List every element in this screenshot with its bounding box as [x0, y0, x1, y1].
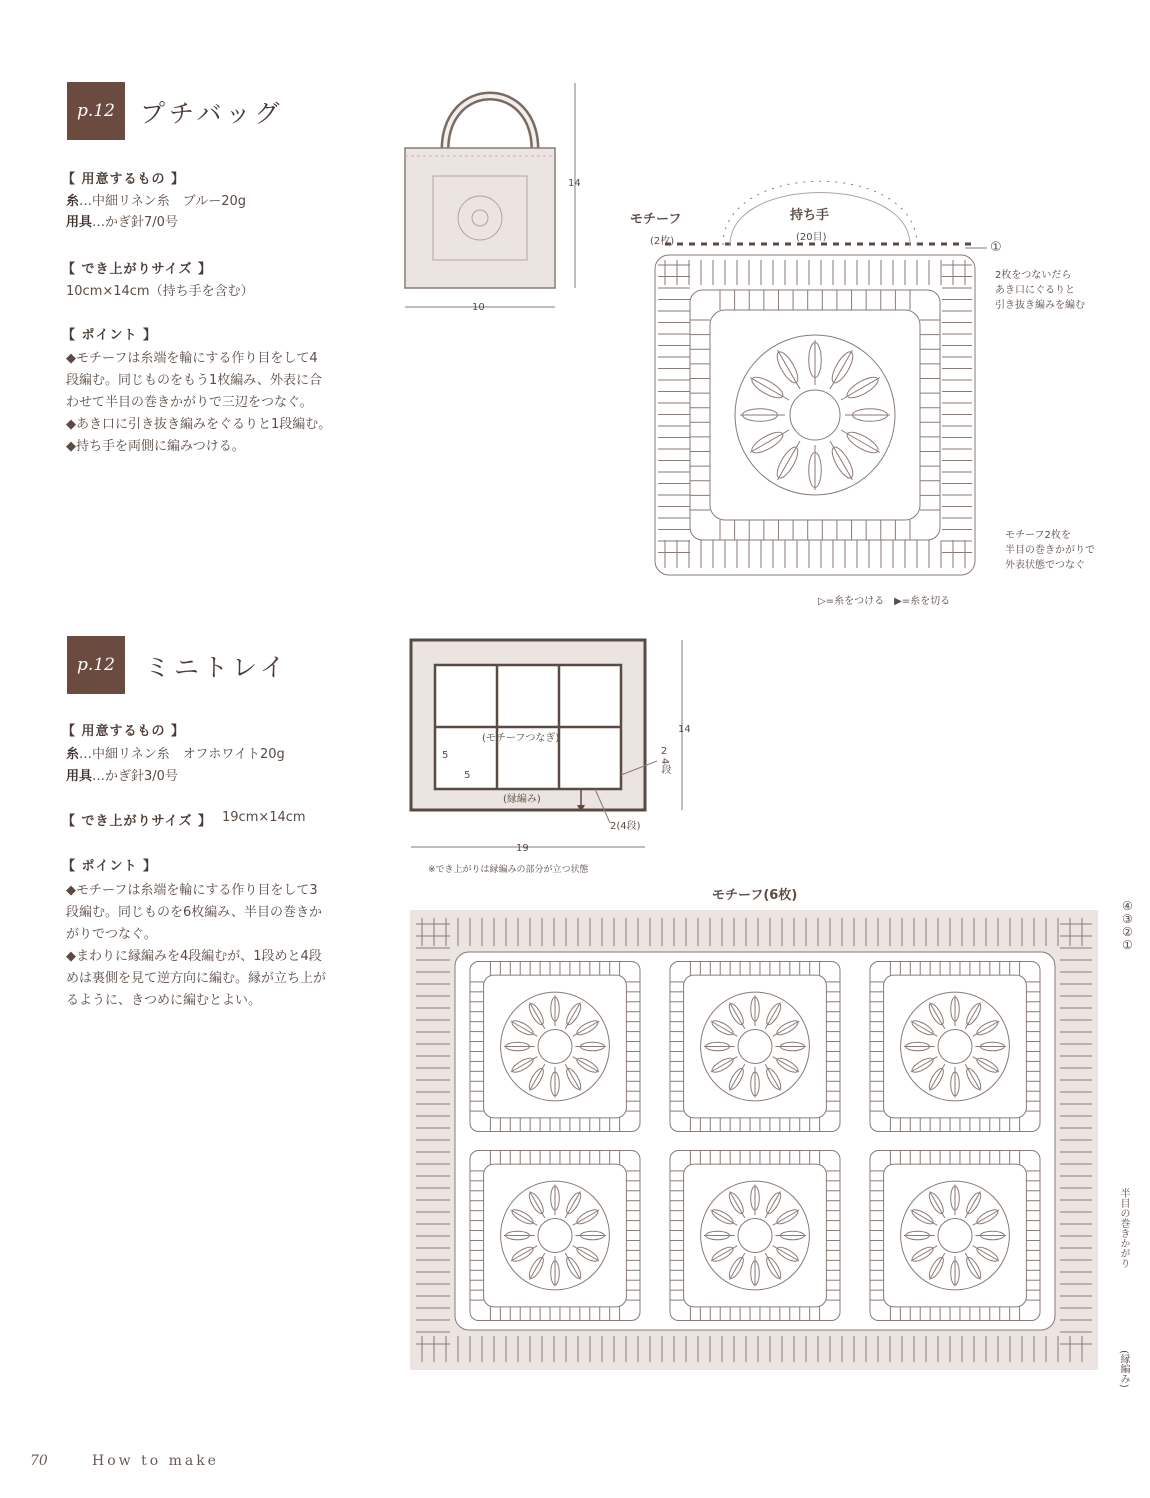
petal-stitch [830, 441, 853, 480]
materials-header: 【 用意するもの 】 [62, 724, 186, 739]
page-number: 70 [30, 1453, 48, 1469]
tray-edge-label: (縁編み) [503, 794, 541, 805]
petal-stitch [830, 350, 853, 389]
petal-stitch [778, 441, 801, 480]
motif-border [655, 255, 975, 575]
point-line: 段編む。同じものをもう1枚編み、外表に合 [66, 373, 323, 388]
petal-stitch [841, 378, 880, 401]
motif-outline [690, 290, 940, 540]
cell-height-label: 5 [442, 750, 449, 761]
handle-label: 持ち手 [790, 208, 830, 223]
point-line: 段編む。同じものを6枚編み、半目の巻きか [66, 905, 323, 920]
point-line: ◆まわりに縁編みを4段編むが、1段めと4段 [66, 949, 322, 964]
tray-inner-label: (モチーフつなぎ) [482, 733, 560, 744]
motif-center [790, 390, 840, 440]
size-header: 【 でき上がりサイズ 】 [62, 262, 213, 277]
size-header: 【 でき上がりサイズ 】 [62, 814, 213, 829]
point-line: ◆モチーフは糸端を輪にする作り目をして3 [66, 883, 318, 898]
material-tool: 用具…かぎ針7/0号 [66, 215, 178, 230]
round-one-mark: ① [990, 240, 1002, 255]
round-marks: ④ ③ ② ① [1122, 899, 1133, 952]
tray-motif-label: モチーフ(6枚) [712, 888, 798, 903]
bottom-edge-label: 2(4段) [610, 821, 641, 832]
point-line: ◆あき口に引き抜き編みをぐるりと1段編む。 [66, 417, 332, 432]
section-title: ミニトレイ [145, 653, 289, 682]
footer-title: How to make [92, 1453, 219, 1469]
section-title: プチバッグ [140, 99, 284, 128]
finished-size: 10cm×14cm（持ち手を含む） [66, 284, 254, 299]
petal-stitch [750, 378, 789, 401]
tray-note: ※でき上がりは縁編みの部分が立つ状態 [428, 865, 589, 875]
motif-count: (2枚) [650, 236, 675, 247]
page-ref-badge: p.12 [67, 636, 125, 694]
bag-legend: ▷=糸をつける ▶=糸を切る [818, 596, 951, 607]
petal-stitch [841, 430, 880, 453]
material-yarn: 糸…中細リネン糸 オフホワイト20g [66, 747, 285, 762]
tray-crochet-chart [410, 910, 1100, 1370]
point-line: ◆持ち手を両側に編みつける。 [66, 439, 245, 454]
point-line: がりでつなぐ。 [66, 927, 157, 942]
side-edge-label: 2 4段 [659, 746, 670, 775]
points-header: 【 ポイント 】 [62, 328, 158, 343]
tray-height-label: 14 [678, 724, 691, 735]
finished-size: 19cm×14cm [222, 810, 306, 825]
whipstitch-note: 半目の巻きかがり [1118, 1188, 1129, 1268]
motif-label: モチーフ [630, 212, 682, 227]
edge-note: (縁編み) [1118, 1350, 1129, 1388]
bag-width-label: 10 [472, 302, 485, 313]
bag-crochet-chart [650, 240, 980, 580]
cell-width-label: 5 [464, 770, 471, 781]
petal-stitch [750, 430, 789, 453]
bag-note-top: 2枚をつないだら あき口にぐるりと 引き抜き編みを編む [995, 270, 1085, 311]
point-line: めは裏側を見て逆方向に編む。縁が立ち上が [66, 971, 327, 986]
bag-height-label: 14 [568, 178, 581, 189]
handle-count: (20目) [796, 232, 827, 243]
tray-width-label: 19 [516, 843, 529, 854]
bag-note-side: モチーフ2枚を 半目の巻きかがりで 外表状態でつなぐ [1005, 530, 1095, 571]
bag-illustration [395, 78, 595, 323]
point-line: わせて半目の巻きかがりで三辺をつなぐ。 [66, 395, 313, 410]
points-header: 【 ポイント 】 [62, 859, 158, 874]
material-tool: 用具…かぎ針3/0号 [66, 769, 178, 784]
material-yarn: 糸…中細リネン糸 ブルー20g [66, 194, 247, 209]
materials-header: 【 用意するもの 】 [62, 172, 186, 187]
point-line: ◆モチーフは糸端を輪にする作り目をして4 [66, 351, 318, 366]
point-line: るように、きつめに編むとよい。 [66, 993, 262, 1008]
petal-stitch [778, 350, 801, 389]
page-ref-badge: p.12 [67, 82, 125, 140]
